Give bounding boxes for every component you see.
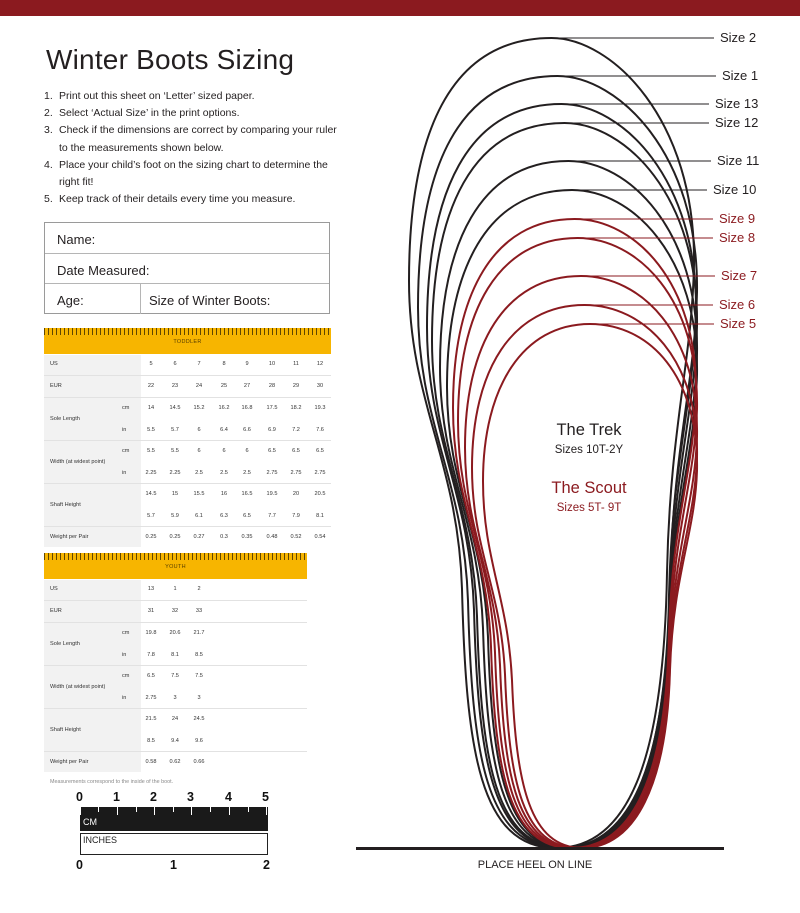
table-cell: 2.75 [290,470,302,476]
table-cell: 6.1 [195,513,203,519]
table-cell: 17.5 [266,405,278,411]
table-cell: 8.5 [147,738,155,744]
ruler-cm-1: 1 [113,790,120,804]
table-cell: 5.7 [147,513,155,519]
table-cell: 28 [268,383,276,389]
table-cell: 8.1 [316,513,324,519]
row-label: EUR [50,383,62,389]
table-cell: 0.3 [220,534,228,540]
heel-instruction: PLACE HEEL ON LINE [477,859,593,871]
page-title: Winter Boots Sizing [46,44,295,75]
age-label: Age: [57,293,84,308]
size-7-label: Size 7 [721,268,758,283]
size-8-label: Size 8 [719,230,756,245]
table-cell: 6.5 [292,448,300,454]
size-5-label: Size 5 [720,316,757,331]
size-9-label: Size 9 [719,211,756,226]
row-unit: in [122,470,127,476]
table-cell: 0.54 [314,534,326,540]
table-cell: 7.5 [171,673,179,679]
size-10-label: Size 10 [713,182,757,197]
table-cell: 14.5 [145,491,157,497]
table-cell: 9.4 [171,738,179,744]
size-1-label: Size 1 [722,68,759,83]
row-unit: cm [122,405,130,411]
measurement-note: Measurements correspond to the inside of the boot. [50,779,174,785]
table-cell: 6 [245,448,249,454]
table-cell: 15 [171,491,179,497]
table-title: TODDLER [173,339,202,345]
table-cell: 6 [173,361,177,367]
table-cell: 5.5 [147,448,155,454]
table-cell: 9.6 [195,738,203,744]
instruction-number: 1. [44,90,53,102]
instruction-number: 4. [44,158,53,171]
table-cell: 0.35 [241,534,253,540]
table-cell: 2.75 [145,695,157,701]
table-cell: 20.5 [314,491,326,497]
ruler-in-0: 0 [76,858,83,872]
table-cell: 33 [195,608,203,614]
table-cell: 24.5 [193,716,205,722]
inches-label: INCHES [83,835,118,845]
size-5-outline [483,324,697,848]
ruler-in-1: 1 [170,858,177,872]
table-cell: 32 [171,608,179,614]
ruler-cm-3: 3 [187,790,194,804]
table-cell: 7.8 [147,652,155,658]
table-cell: 6.6 [243,427,251,433]
table-cell: 8.5 [195,652,203,658]
ruler-in-2: 2 [263,858,270,872]
table-cell: 31 [147,608,155,614]
table-cell: 0.25 [145,534,157,540]
table-cell: 5.7 [171,427,179,433]
table-cell: 16.2 [218,405,230,411]
table-cell: 13 [147,586,155,592]
table-cell: 7.5 [195,673,203,679]
table-cell: 0.25 [169,534,181,540]
table-cell: 8.1 [171,652,179,658]
table-cell: 25 [220,383,228,389]
scout-sizes: Sizes 5T- 9T [556,502,622,514]
table-cell: 11 [293,361,299,367]
table-cell: 7 [197,361,201,367]
table-cell: 2.25 [169,470,181,476]
table-cell: 6 [222,448,226,454]
table-cell: 14 [147,405,155,411]
table-cell: 0.66 [193,759,205,765]
table-cell: 0.62 [169,759,181,765]
instruction-text: Select ‘Actual Size’ in the print options. [59,107,240,120]
table-cell: 15.2 [193,405,205,411]
table-cell: 6.9 [268,427,276,433]
row-label: EUR [50,608,62,614]
table-cell: 16 [220,491,228,497]
table-cell: 12 [316,361,324,367]
table-cell: 10 [268,361,276,367]
instruction-text: Keep track of their details every time you measure. [59,193,296,206]
table-cell: 20 [292,491,300,497]
table-cell: 22 [147,383,155,389]
table-cell: 24 [171,716,179,722]
size-11-label: Size 11 [717,153,760,168]
table-title: YOUTH [165,564,186,570]
row-label: Shaft Height [50,727,81,733]
table-cell: 23 [171,383,179,389]
size-2-label: Size 2 [720,30,757,45]
row-unit: cm [122,630,130,636]
table-cell: 19.8 [145,630,157,636]
table-cell: 24 [195,383,203,389]
table-cell: 6.4 [220,427,228,433]
table-cell: 29 [292,383,300,389]
table-cell: 20.6 [169,630,181,636]
table-cell: 6.5 [147,673,155,679]
ruler-cm-5: 5 [262,790,269,804]
table-cell: 5 [149,361,153,367]
table-cell: 1 [173,586,177,592]
row-label: Sole Length [50,416,80,422]
table-cell: 7.2 [292,427,300,433]
instruction-text: Print out this sheet on ‘Letter’ sized paper. [59,90,255,102]
instruction-text: Place your child’s foot on the sizing chart to determine the right fit! [59,158,328,189]
table-cell: 2.75 [266,470,278,476]
size-6-label: Size 6 [719,297,756,312]
table-cell: 15.5 [193,491,205,497]
table-cell: 16.8 [241,405,253,411]
table-cell: 0.58 [145,759,157,765]
table-cell: 21.7 [193,630,205,636]
table-cell: 2.75 [314,470,326,476]
instruction-number: 5. [44,193,53,206]
row-label: Width (at widest point) [50,459,106,465]
ruler-cm-0: 0 [76,790,83,804]
table-cell: 0.52 [290,534,302,540]
table-cell: 2.5 [220,470,228,476]
row-label: Weight per Pair [50,534,89,540]
row-label: Weight per Pair [50,759,89,765]
table-cell: 14.5 [169,405,181,411]
row-label: US [50,586,58,592]
table-cell: 19.5 [266,491,278,497]
table-cell: 6 [197,448,201,454]
table-cell: 6.5 [316,448,324,454]
table-cell: 8 [222,361,226,367]
size-12-label: Size 12 [715,115,759,130]
table-cell: 27 [243,383,251,389]
table-cell: 7.7 [268,513,276,519]
heel-line [356,847,724,850]
table-cell: 0.27 [193,534,205,540]
date-measured-label: Date Measured: [57,263,150,278]
trek-sizes: Sizes 10T-2Y [554,444,624,456]
row-unit: in [122,695,127,701]
table-cell: 21.5 [145,716,157,722]
table-cell: 2.25 [145,470,157,476]
table-cell: 3 [173,695,177,701]
instruction-text: Check if the dimensions are correct by comparing your ruler to the measurements shown below. [59,124,337,154]
cm-label: CM [83,817,97,827]
row-label: US [50,361,58,367]
table-cell: 7.9 [292,513,300,519]
name-label: Name: [57,232,96,247]
size-13-outline [427,104,696,848]
table-cell: 6.5 [243,513,251,519]
table-cell: 5.9 [171,513,179,519]
table-cell: 0.48 [266,534,278,540]
row-unit: in [122,652,127,658]
trek-name: The Trek [556,421,622,439]
table-cell: 6.3 [220,513,228,519]
table-cell: 2 [197,586,201,592]
table-cell: 19.3 [314,405,326,411]
row-unit: cm [122,448,130,454]
row-unit: cm [122,673,130,679]
row-label: Width (at widest point) [50,684,106,690]
table-cell: 6.5 [268,448,276,454]
table-cell: 30 [316,383,324,389]
table-cell: 9 [245,361,249,367]
size-13-label: Size 13 [715,96,759,111]
boot-size-label: Size of Winter Boots: [149,293,271,308]
table-cell: 2.5 [195,470,203,476]
row-label: Sole Length [50,641,80,647]
table-cell: 6 [197,427,201,433]
table-cell: 5.5 [147,427,155,433]
ruler-cm-2: 2 [150,790,157,804]
table-cell: 18.2 [290,405,302,411]
table-cell: 5.5 [171,448,179,454]
instruction-number: 2. [44,107,53,120]
ruler-cm-4: 4 [225,790,232,804]
table-cell: 2.5 [243,470,251,476]
table-cell: 3 [197,695,201,701]
instruction-number: 3. [44,124,53,137]
scout-name: The Scout [551,479,627,497]
row-unit: in [122,427,127,433]
row-label: Shaft Height [50,502,81,508]
table-cell: 7.6 [316,427,324,433]
table-cell: 16.5 [241,491,253,497]
